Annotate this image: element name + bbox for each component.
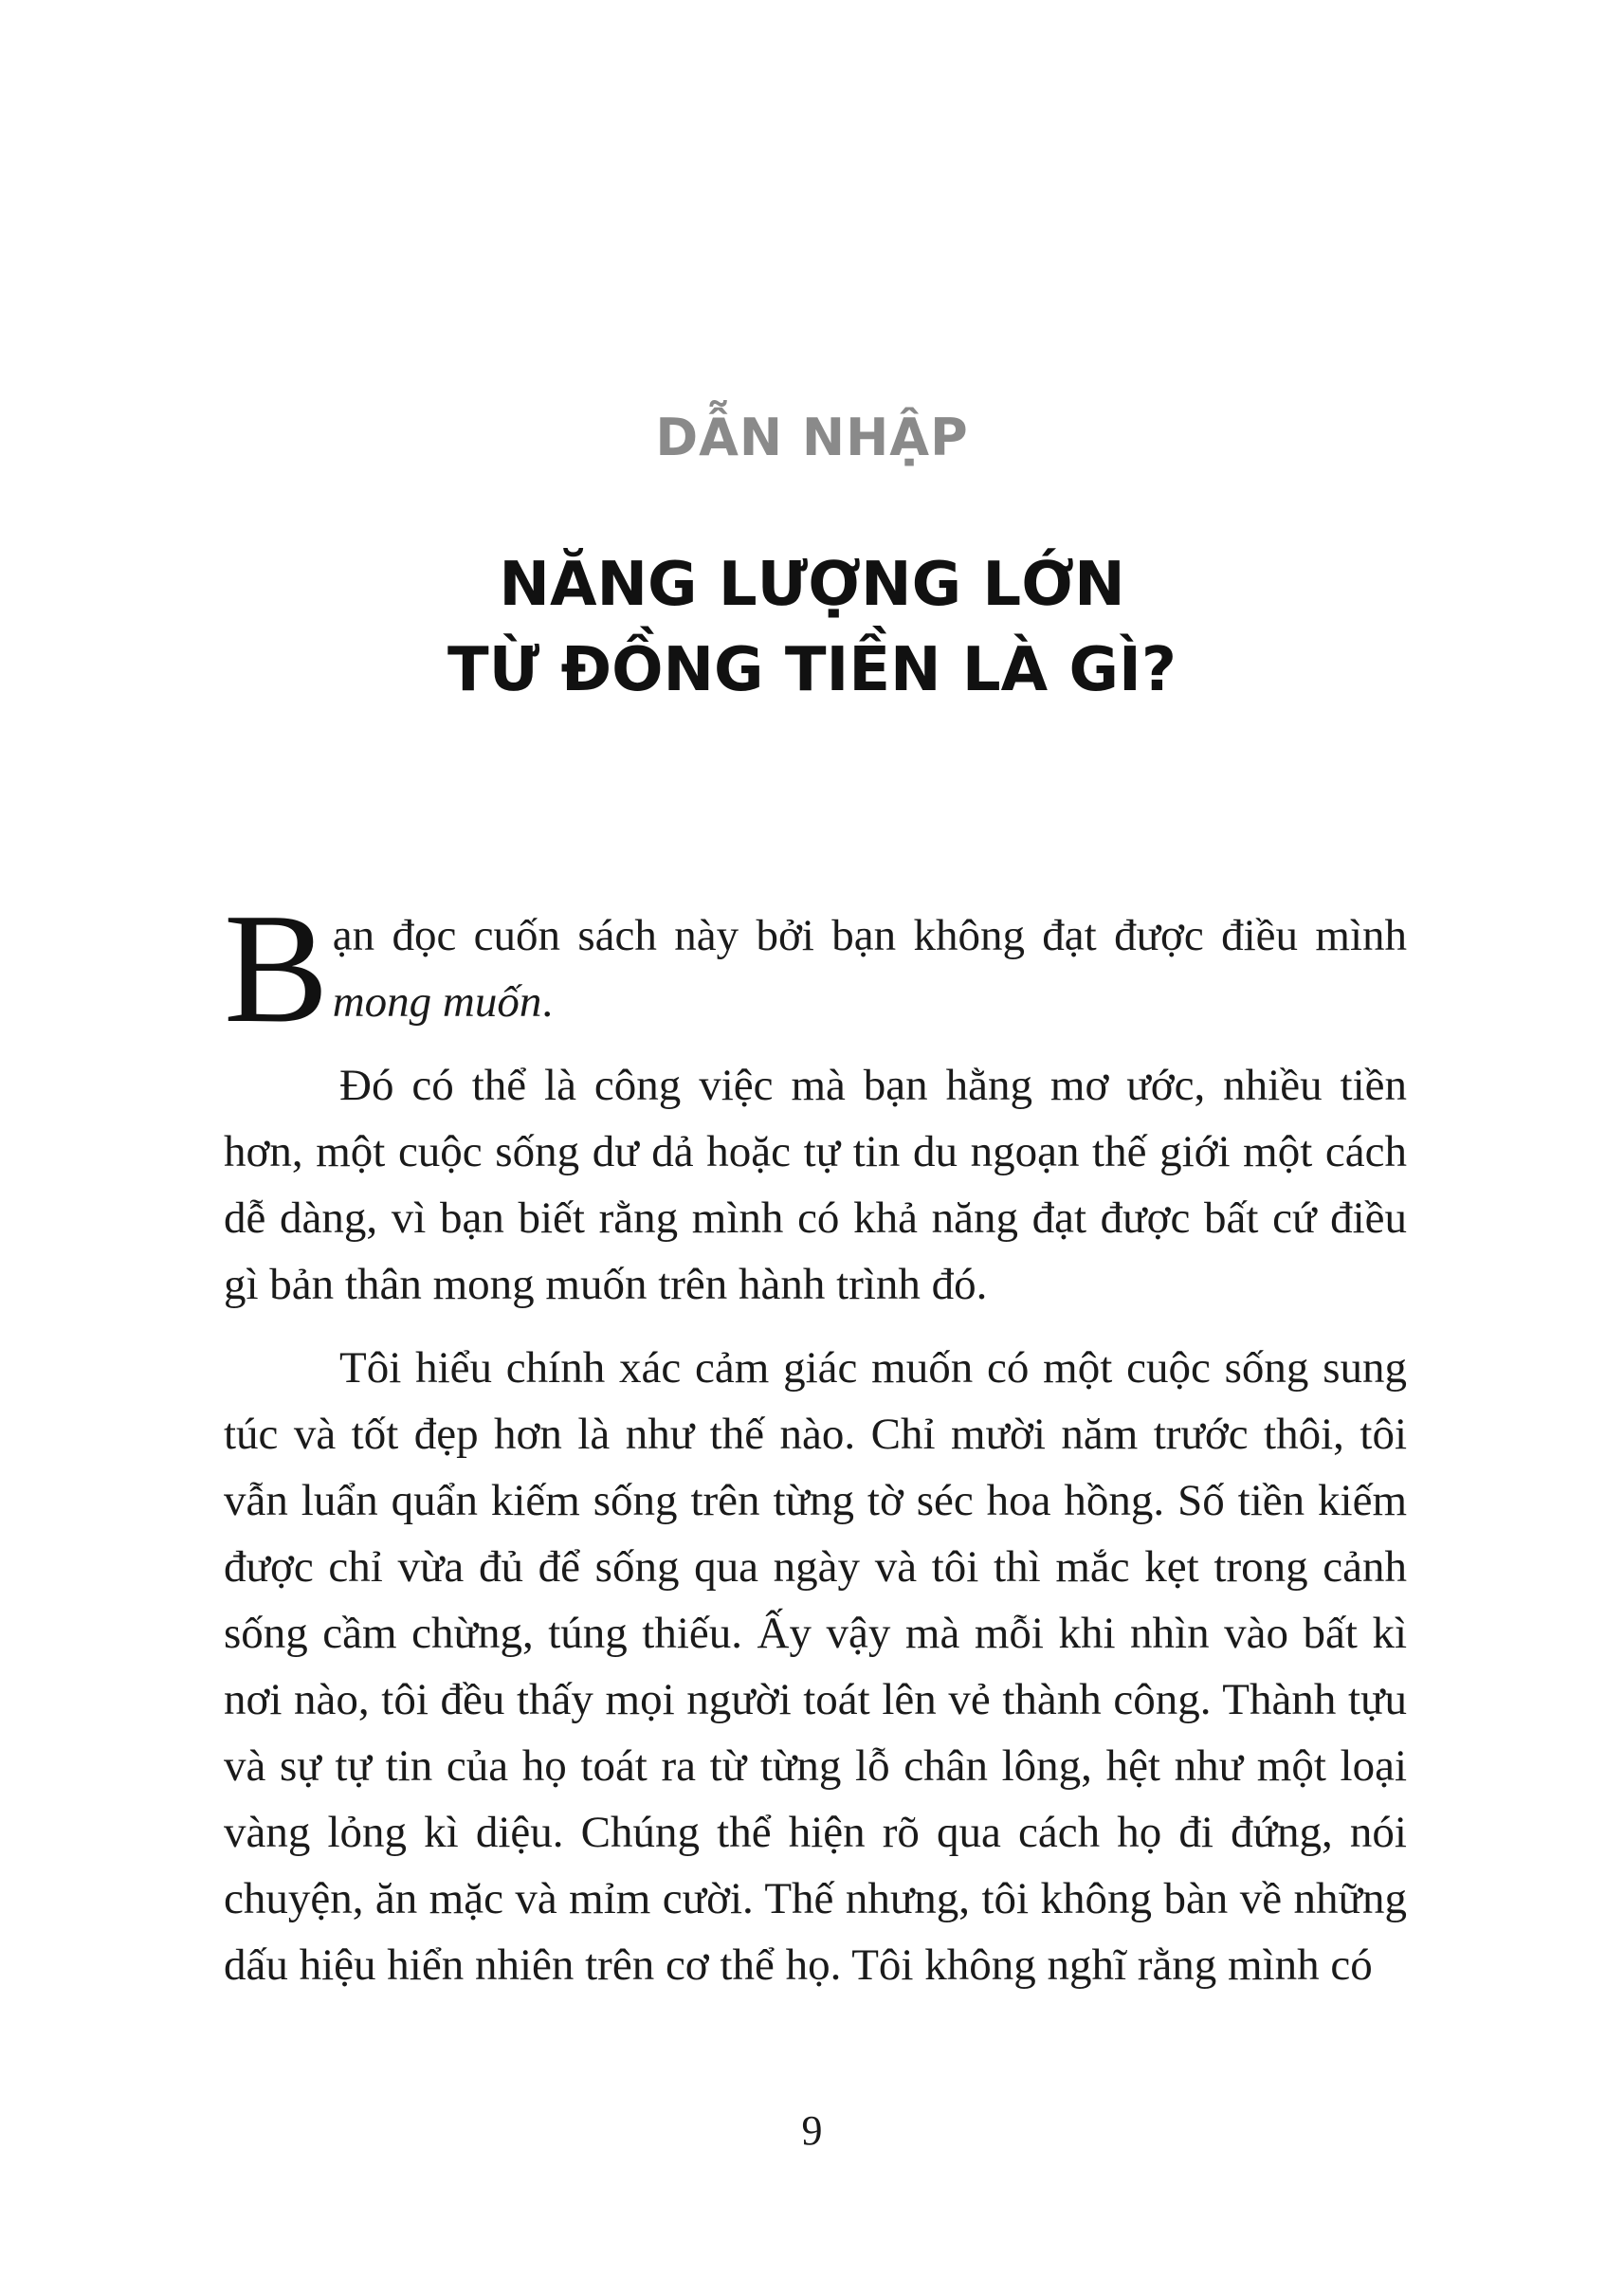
paragraph-1-italic: mong muốn: [332, 977, 542, 1027]
paragraph-1: [224, 881, 1407, 1055]
paragraph-3: Tôi hiểu chính xác cảm giác muốn có một cuộc sống sung túc và tốt đẹp hơn là như thế nào. Chỉ mười năm trước thôi, tôi vẫn luẩn quẩn kiếm sống trên từng tờ séc hoa hồng. Số tiền kiếm được chỉ vừa đủ để sống qua ngày và tôi thì mắc kẹt trong cảnh sống cầm chừng, túng thiếu. Ấy vậy mà mỗi khi nhìn vào bất kì nơi nào, tôi đều thấy mọi người toát lên vẻ thành công. Thành tựu và sự tự tin của họ toát ra từ từng lỗ chân lông, hệt như một loại vàng lỏng kì diệu. Chúng thể hiện rõ qua cách họ đi đứng, nói chuyện, ăn mặc và mỉm cười. Thế nhưng, tôi không bàn về những dấu hiệu hiển nhiên trên cơ thể họ. Tôi không nghĩ rằng mình có: [224, 1343, 1407, 1990]
body-text: [224, 881, 1407, 1998]
chapter-title-line-2: TỪ ĐỒNG TIỀN LÀ GÌ?: [447, 635, 1177, 705]
page-number: 9: [801, 2107, 823, 2154]
paragraph-2: Đó có thể là công việc mà bạn hằng mơ ước, nhiều tiền hơn, một cuộc sống dư dả hoặc tự tin du ngoạn thế giới một cách dễ dàng, vì bạn biết rằng mình có khả năng đạt được bất cứ điều gì bản thân mong muốn trên hành trình đó.: [224, 1061, 1407, 1309]
drop-cap: B: [224, 881, 329, 1055]
chapter-label: DẪN NHẬP: [655, 408, 969, 467]
paragraph-1-end: .: [541, 977, 554, 1027]
chapter-title-line-1: NĂNG LƯỢNG LỚN: [499, 550, 1125, 620]
chapter-title: [0, 542, 1624, 713]
paragraph-1-text: ạn đọc cuốn sách này bởi bạn không đạt được điều mình: [332, 911, 1407, 960]
